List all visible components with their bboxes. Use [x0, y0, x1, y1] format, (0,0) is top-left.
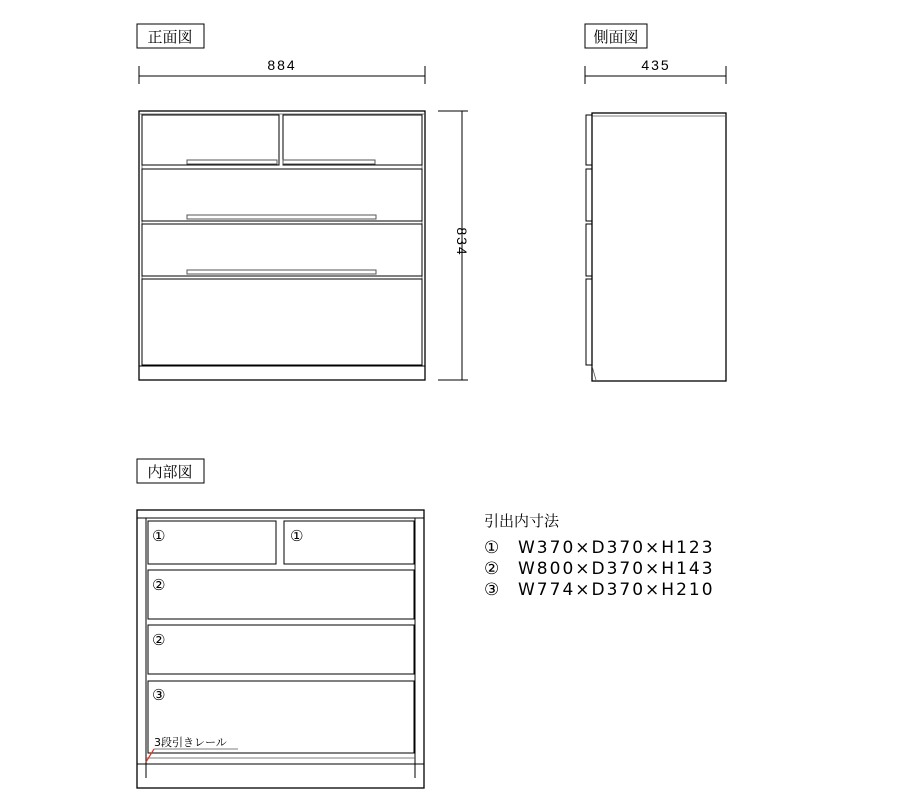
front-drawer-2-upper: [142, 169, 422, 221]
front-width-value: 884: [267, 57, 297, 73]
marker-drawer-1-right: ①: [290, 527, 304, 545]
front-handle-1-left: [187, 160, 277, 164]
interior-view: [137, 459, 424, 788]
rail-note: 3段引きレール: [154, 736, 227, 749]
side-view-label: 側面図: [593, 28, 639, 46]
side-drawer-front-3: [586, 224, 592, 276]
front-cabinet-outline: [139, 111, 425, 380]
interior-view-label: 内部図: [147, 463, 193, 481]
inner-dim-row-1-mark: ①: [484, 538, 502, 558]
inner-dimensions: [484, 512, 715, 600]
front-view: [137, 24, 470, 380]
front-handle-2-upper: [187, 215, 376, 219]
inner-dim-row-2-size: W800×D370×H143: [518, 559, 715, 579]
front-drawer-1-left: [142, 115, 279, 165]
side-drawer-front-4: [586, 279, 592, 365]
interior-drawer-2-upper: [148, 570, 414, 619]
marker-drawer-2-upper: ②: [152, 576, 166, 594]
marker-drawer-3: ③: [152, 686, 166, 704]
side-depth-value: 435: [641, 57, 671, 73]
side-drawer-front-1: [586, 115, 592, 165]
side-drawer-front-2: [586, 169, 592, 221]
inner-dim-row-2-mark: ②: [484, 559, 502, 579]
inner-dim-row-3-mark: ③: [484, 580, 502, 600]
front-view-label: 正面図: [147, 28, 193, 46]
side-view: [585, 24, 726, 381]
rail-leader-line: [146, 749, 154, 762]
side-cabinet-outline: [592, 113, 726, 381]
interior-drawer-1-right: [284, 521, 414, 564]
front-drawer-3: [142, 279, 422, 365]
interior-drawer-1-left: [148, 521, 276, 564]
inner-dimensions-title: 引出内寸法: [484, 512, 560, 530]
interior-drawer-2-lower: [148, 625, 414, 674]
inner-dim-row-3-size: W774×D370×H210: [518, 580, 715, 600]
front-height-value: 834: [454, 227, 470, 257]
marker-drawer-2-lower: ②: [152, 631, 166, 649]
marker-drawer-1-left: ①: [152, 527, 166, 545]
inner-dim-row-1-size: W370×D370×H123: [518, 538, 715, 558]
front-handle-2-lower: [187, 270, 376, 274]
front-drawer-1-right: [283, 115, 422, 165]
front-handle-1-right: [283, 160, 375, 164]
front-drawer-2-lower: [142, 224, 422, 276]
